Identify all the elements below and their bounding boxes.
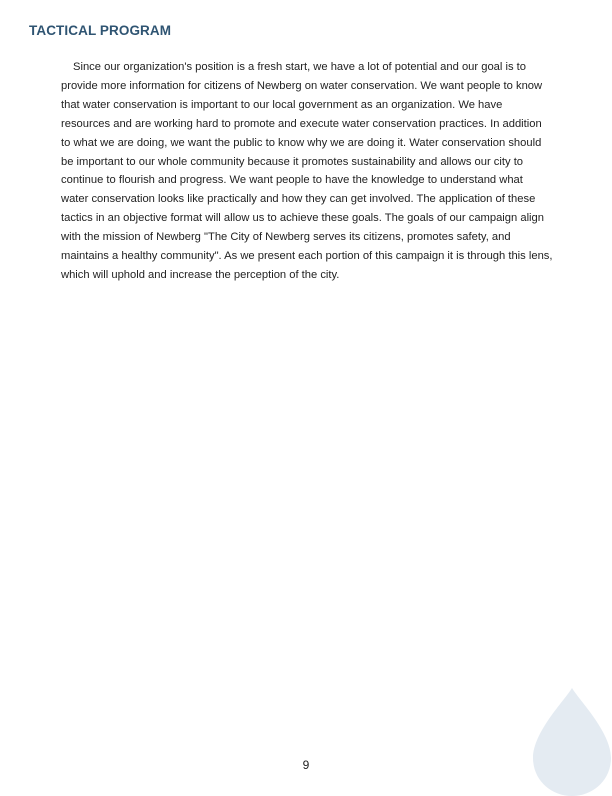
section-heading: TACTICAL PROGRAM <box>29 23 172 38</box>
water-drop-icon <box>527 686 612 796</box>
body-paragraph: Since our organization's position is a fresh start, we have a lot of potential and our goal is to provide more information for citizens of Newberg on water conservation. We want people to know that water conservation is important to our local government as an organization. We have resources and are working hard to promote and execute water conservation practices. In addition to what we are doing, we want the public to know why we are doing it. Water conservation should be important to our whole community because it promotes sustainability and allows our city to continue to flourish and progress. We want people to have the knowledge to understand what water conservation looks like practically and how they can get involved. The application of these tactics in an objective format will allow us to achieve these goals. The goals of our campaign align with the mission of Newberg "The City of Newberg serves its citizens, promotes safety, and maintains a healthy community". As we present each portion of this campaign it is through this lens, which will uphold and increase the perception of the city. <box>61 61 553 281</box>
page-number: 9 <box>302 758 310 772</box>
